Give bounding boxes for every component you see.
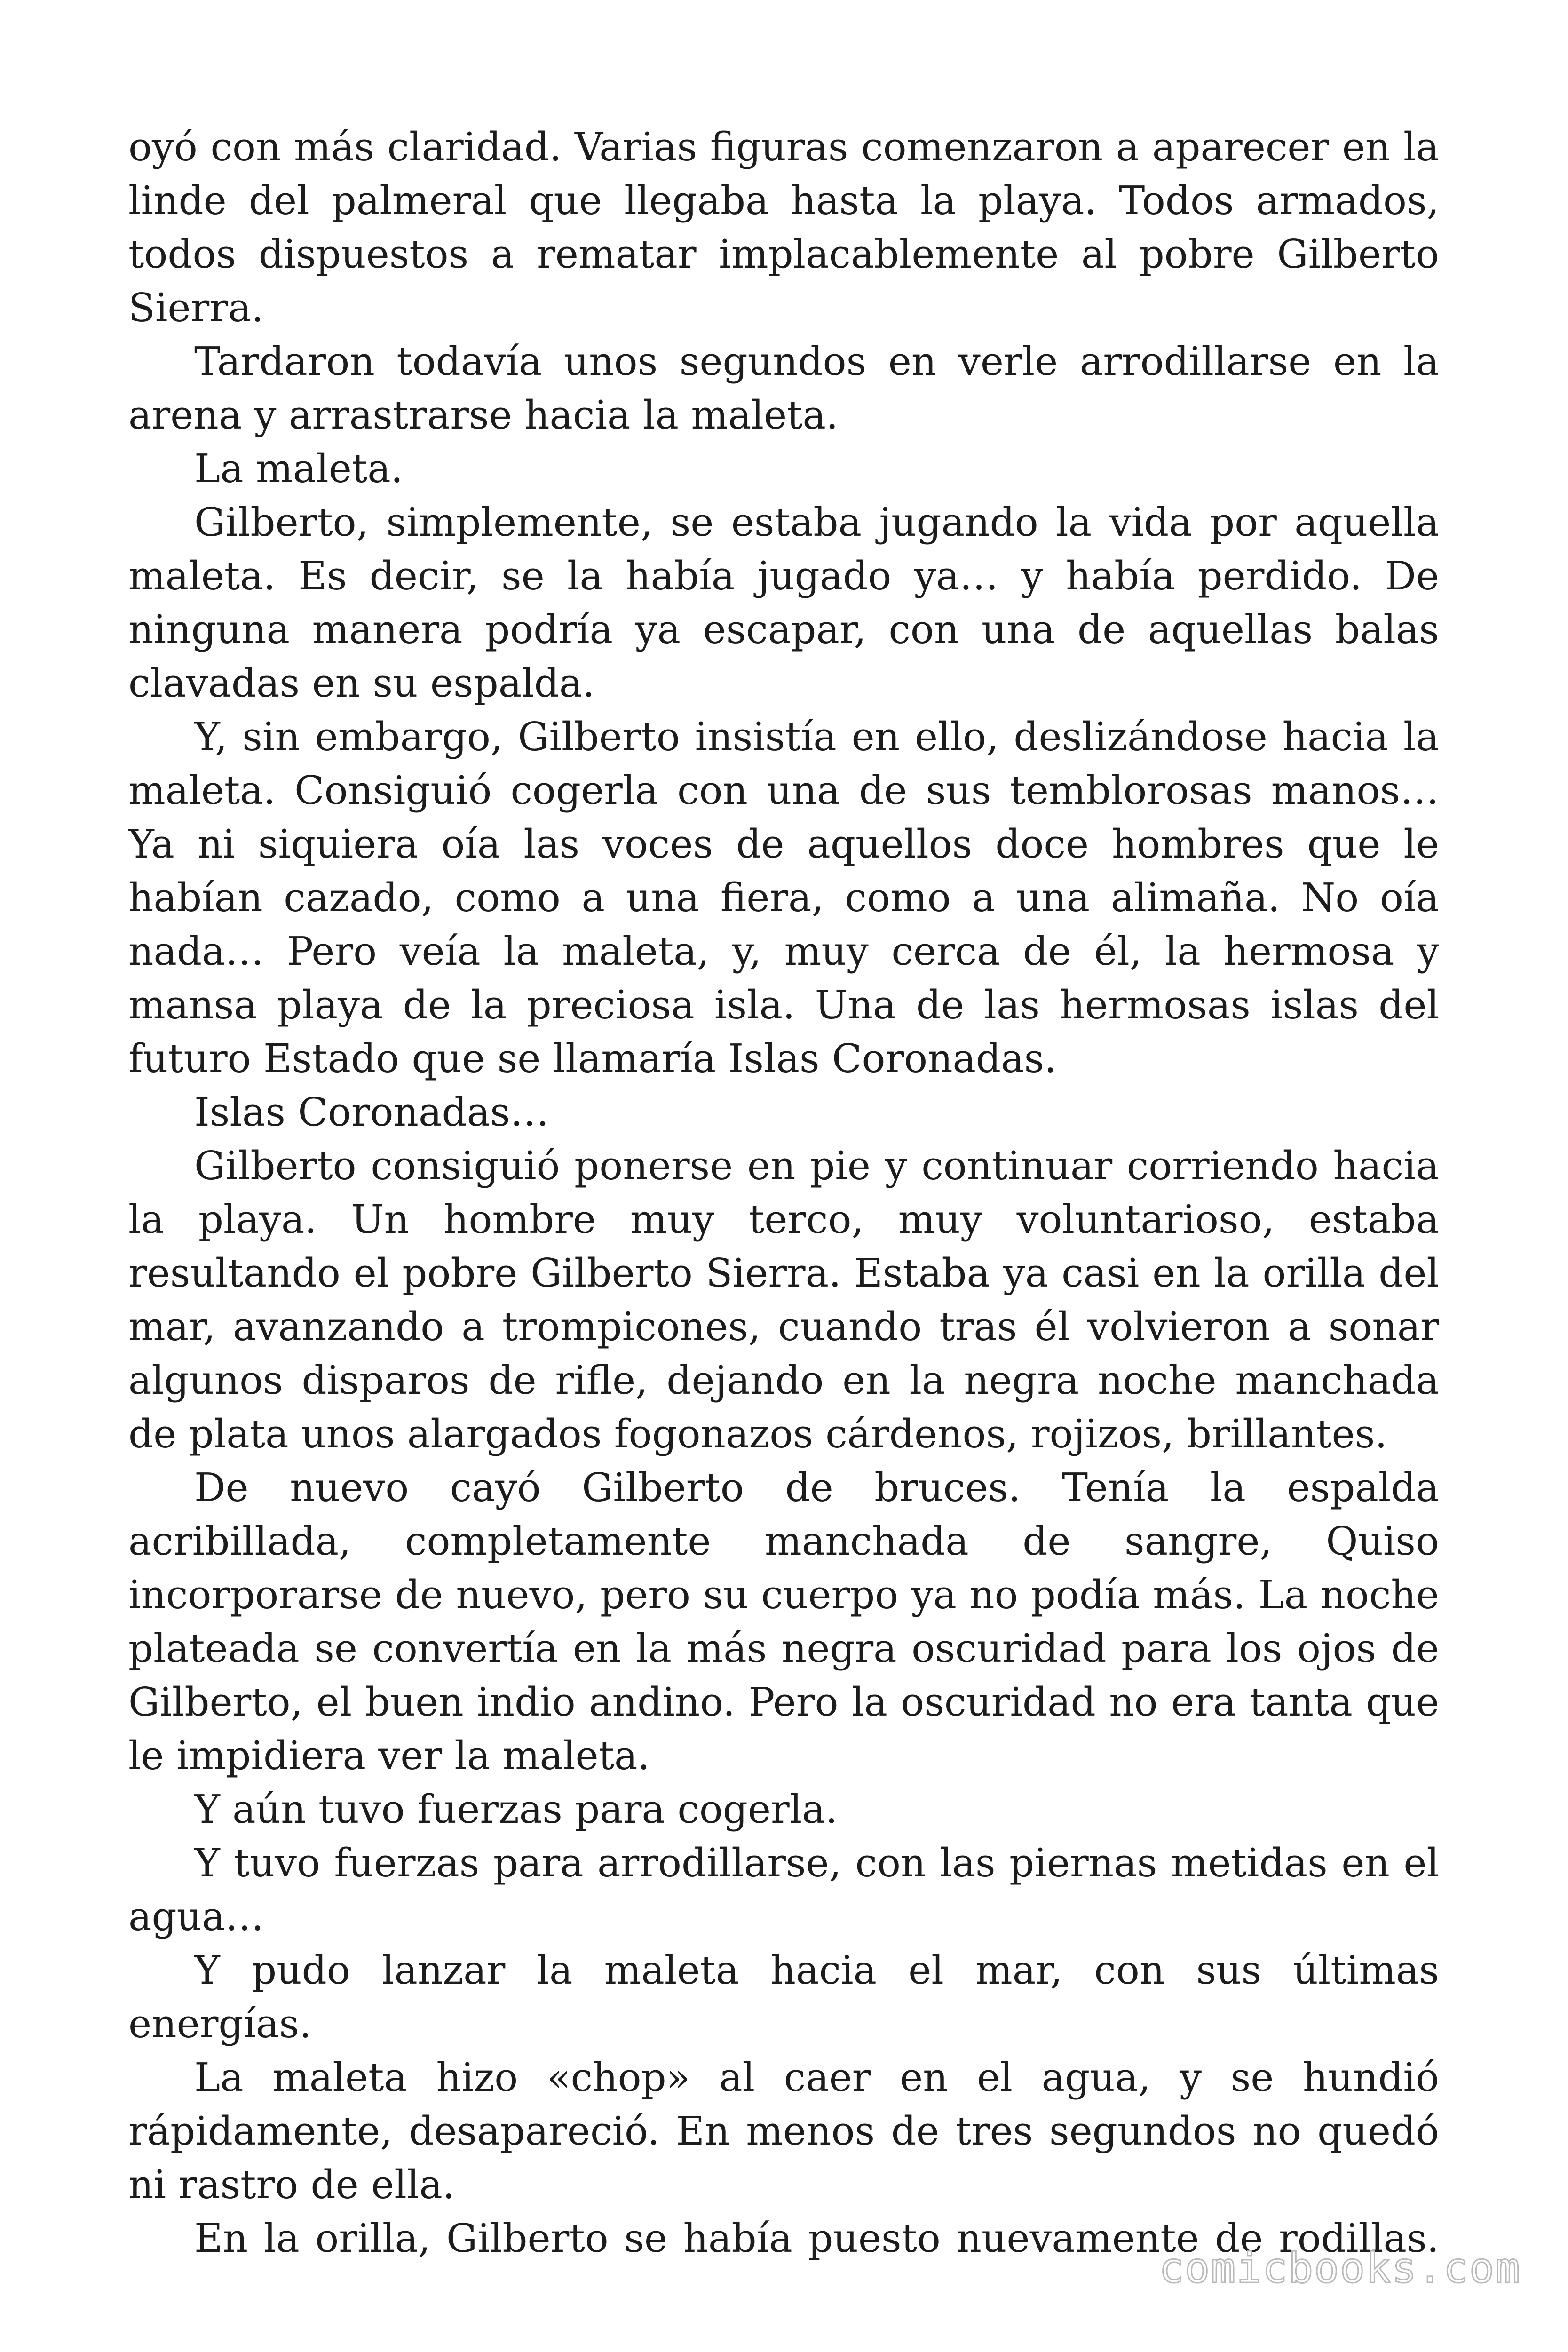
paragraph: En la orilla, Gilberto se había puesto nuevamente de rodillas.	[194, 2216, 1439, 2261]
paragraph: Y tuvo fuerzas para arrodillarse, con las piernas metidas en el agua…	[128, 1840, 1439, 1939]
watermark: comicbooks.com	[1159, 2244, 1521, 2292]
paragraph: De nuevo cayó Gilberto de bruces. Tenía la espalda acribillada, completamente manchada de sangre, Quiso incorporarse de nuevo, pero su cuerpo ya no podía más. La noche plateada se convertía en la más negra oscuridad para los ojos de Gilberto, el buen indio andino. Pero la oscuridad no era tanta que le impidiera ver la maleta.	[128, 1465, 1439, 1779]
paragraph: Tardaron todavía unos segundos en verle arrodillarse en la arena y arrastrarse hacia la maleta.	[128, 339, 1439, 438]
paragraph: Y aún tuvo fuerzas para cogerla.	[194, 1787, 838, 1832]
paragraph: Gilberto consiguió ponerse en pie y continuar corriendo hacia la playa. Un hombre muy terco, muy voluntarioso, estaba resultando el pobre Gilberto Sierra. Estaba ya casi en la orilla del mar, avanzando a trompicones, cuando tras él volvieron a sonar algunos disparos de rifle, dejando en la negra noche manchada de plata unos alargados fogonazos cárdenos, rojizos, brillantes.	[128, 1143, 1439, 1457]
paragraph: oyó con más claridad. Varias figuras comenzaron a aparecer en la linde del palmeral que llegaba hasta la playa. Todos armados, todos dispuestos a rematar implacablemente al pobre Gilberto Sierra.	[128, 124, 1439, 331]
paragraph: Y, sin embargo, Gilberto insistía en ello, deslizándose hacia la maleta. Consiguió cogerla con una de sus temblorosas manos… Ya ni siquiera oía las voces de aquellos doce hombres que le habían cazado, como a una fiera, como a una alimaña. No oía nada… Pero veía la maleta, y, muy cerca de él, la hermosa y mansa playa de la preciosa isla. Una de las hermosas islas del futuro Estado que se llamaría Islas Coronadas.	[128, 714, 1439, 1081]
paragraph: Islas Coronadas…	[194, 1089, 549, 1135]
paragraph: Y pudo lanzar la maleta hacia el mar, con sus últimas energías.	[128, 1947, 1439, 2047]
page-text	[128, 120, 1439, 2265]
paragraph: La maleta.	[194, 446, 404, 492]
paragraph: Gilberto, simplemente, se estaba jugando la vida por aquella maleta. Es decir, se la había jugado ya… y había perdido. De ninguna manera podría ya escapar, con una de aquellas balas clavadas en su espalda.	[128, 500, 1439, 706]
paragraph: La maleta hizo «chop» al caer en el agua, y se hundió rápidamente, desapareció. En menos de tres segundos no quedó ni rastro de ella.	[128, 2055, 1439, 2208]
